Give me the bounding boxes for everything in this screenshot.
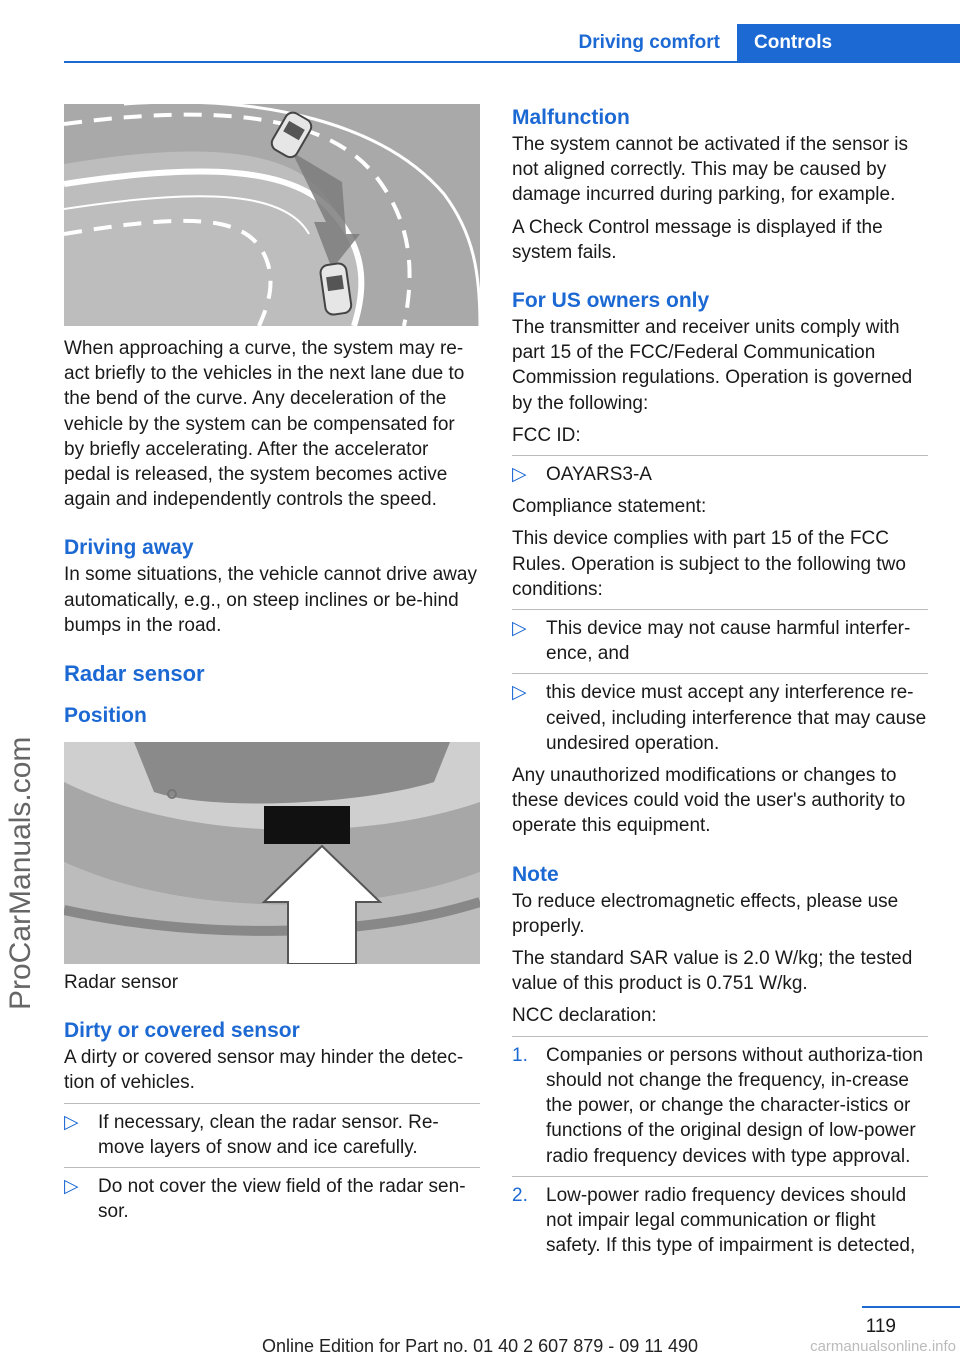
header-chapter-tab: Controls (737, 24, 960, 62)
list-item: ▷ Do not cover the view field of the radar sen-sor. (64, 1167, 480, 1224)
us-owners-paragraph: The transmitter and receiver units comply with part 15 of the FCC/Federal Communication Commission regulations. Operation is governed by the following: (512, 317, 913, 414)
edition-footer: Online Edition for Part no. 01 40 2 607 879 - 09 11 490 (262, 1336, 698, 1356)
malfunction-heading: Malfunction (512, 106, 630, 129)
list-item: 2. Low-power radio frequency devices should not impair legal communication or flight safety. If this type of impairment is detected, (512, 1176, 928, 1259)
conditions-list (512, 609, 928, 756)
curve-paragraph: When approaching a curve, the system may re-act briefly to the vehicles in the next lane due to the bend of the curve. Any deceleration of the vehicle by the system can be compensated for by briefly accelerating. After the accelerator pedal is released, the system becomes active again and independently controls the speed. (64, 338, 465, 511)
driving-away-paragraph: In some situations, the vehicle cannot drive away automatically, e.g., on steep inclines or be-hind bumps in the road. (64, 564, 477, 636)
note-paragraph-2: The standard SAR value is 2.0 W/kg; the tested value of this product is 0.751 W/kg. (512, 948, 913, 995)
triangle-bullet-icon: ▷ (64, 1111, 79, 1133)
header-rule (64, 61, 960, 63)
driving-away-heading: Driving away (64, 536, 194, 560)
dirty-sensor-paragraph: A dirty or covered sensor may hinder the detec-tion of vehicles. (64, 1047, 464, 1094)
compliance-paragraph: This device complies with part 15 of the FCC Rules. Operation is subject to the following two conditions: (512, 528, 906, 600)
header-section-title: Driving comfort (578, 32, 720, 53)
radar-sensor-diagram (64, 742, 480, 964)
dirty-sensor-heading: Dirty or covered sensor (64, 1019, 300, 1043)
malfunction-paragraph-1: The system cannot be activated if the sensor is not aligned correctly. This may be caused by damage incurred during parking, for example. (512, 134, 909, 206)
curve-illustration (64, 104, 480, 326)
list-item: ▷ OAYARS3-A (512, 455, 928, 487)
note-heading: Note (512, 862, 559, 886)
dirty-sensor-list (64, 1103, 480, 1225)
fcc-id-list (512, 455, 928, 487)
triangle-bullet-icon: ▷ (512, 464, 527, 486)
malfunction-paragraph-2: A Check Control message is displayed if the system fails. (512, 216, 883, 263)
position-heading: Position (64, 704, 147, 728)
page-header (0, 0, 960, 62)
left-column (64, 104, 480, 1231)
page-number: 119 (865, 1316, 896, 1337)
curve-diagram (64, 104, 480, 326)
triangle-bullet-icon: ▷ (512, 618, 527, 640)
list-item: ▷ This device may not cause harmful interfer-ence, and (512, 609, 928, 666)
item-number: 2. (512, 1184, 528, 1206)
radar-sensor-heading: Radar sensor (64, 661, 205, 687)
triangle-bullet-icon: ▷ (64, 1176, 79, 1198)
radar-sensor-illustration (64, 742, 480, 964)
radar-caption: Radar sensor (64, 972, 179, 994)
side-watermark: ProCarManuals.com (4, 736, 37, 1010)
list-item: ▷ If necessary, clean the radar sensor. Re-move layers of snow and ice carefully. (64, 1103, 480, 1160)
fcc-id-label: FCC ID: (512, 424, 581, 446)
right-column (512, 104, 928, 1265)
footer-watermark: carmanualsonline.info (810, 1338, 956, 1355)
ncc-list (512, 1036, 928, 1259)
unauthorized-paragraph: Any unauthorized modifications or changes to these devices could void the user's authority to operate this equipment. (512, 765, 906, 837)
note-paragraph-1: To reduce electromagnetic effects, please use properly. (512, 890, 899, 937)
footer-rule (862, 1306, 960, 1308)
item-number: 1. (512, 1044, 528, 1066)
list-item: ▷ this device must accept any interference re-ceived, including interference that may cause undesired operation. (512, 673, 928, 756)
us-owners-heading: For US owners only (512, 289, 710, 313)
compliance-label: Compliance statement: (512, 496, 707, 518)
triangle-bullet-icon: ▷ (512, 682, 527, 704)
ncc-label: NCC declaration: (512, 1005, 657, 1027)
list-item: 1. Companies or persons without authoriza-tion should not change the frequency, in-crease the power, or change the character-istics or functions of the original design of low-power radio frequency devices with type approval. (512, 1036, 928, 1169)
